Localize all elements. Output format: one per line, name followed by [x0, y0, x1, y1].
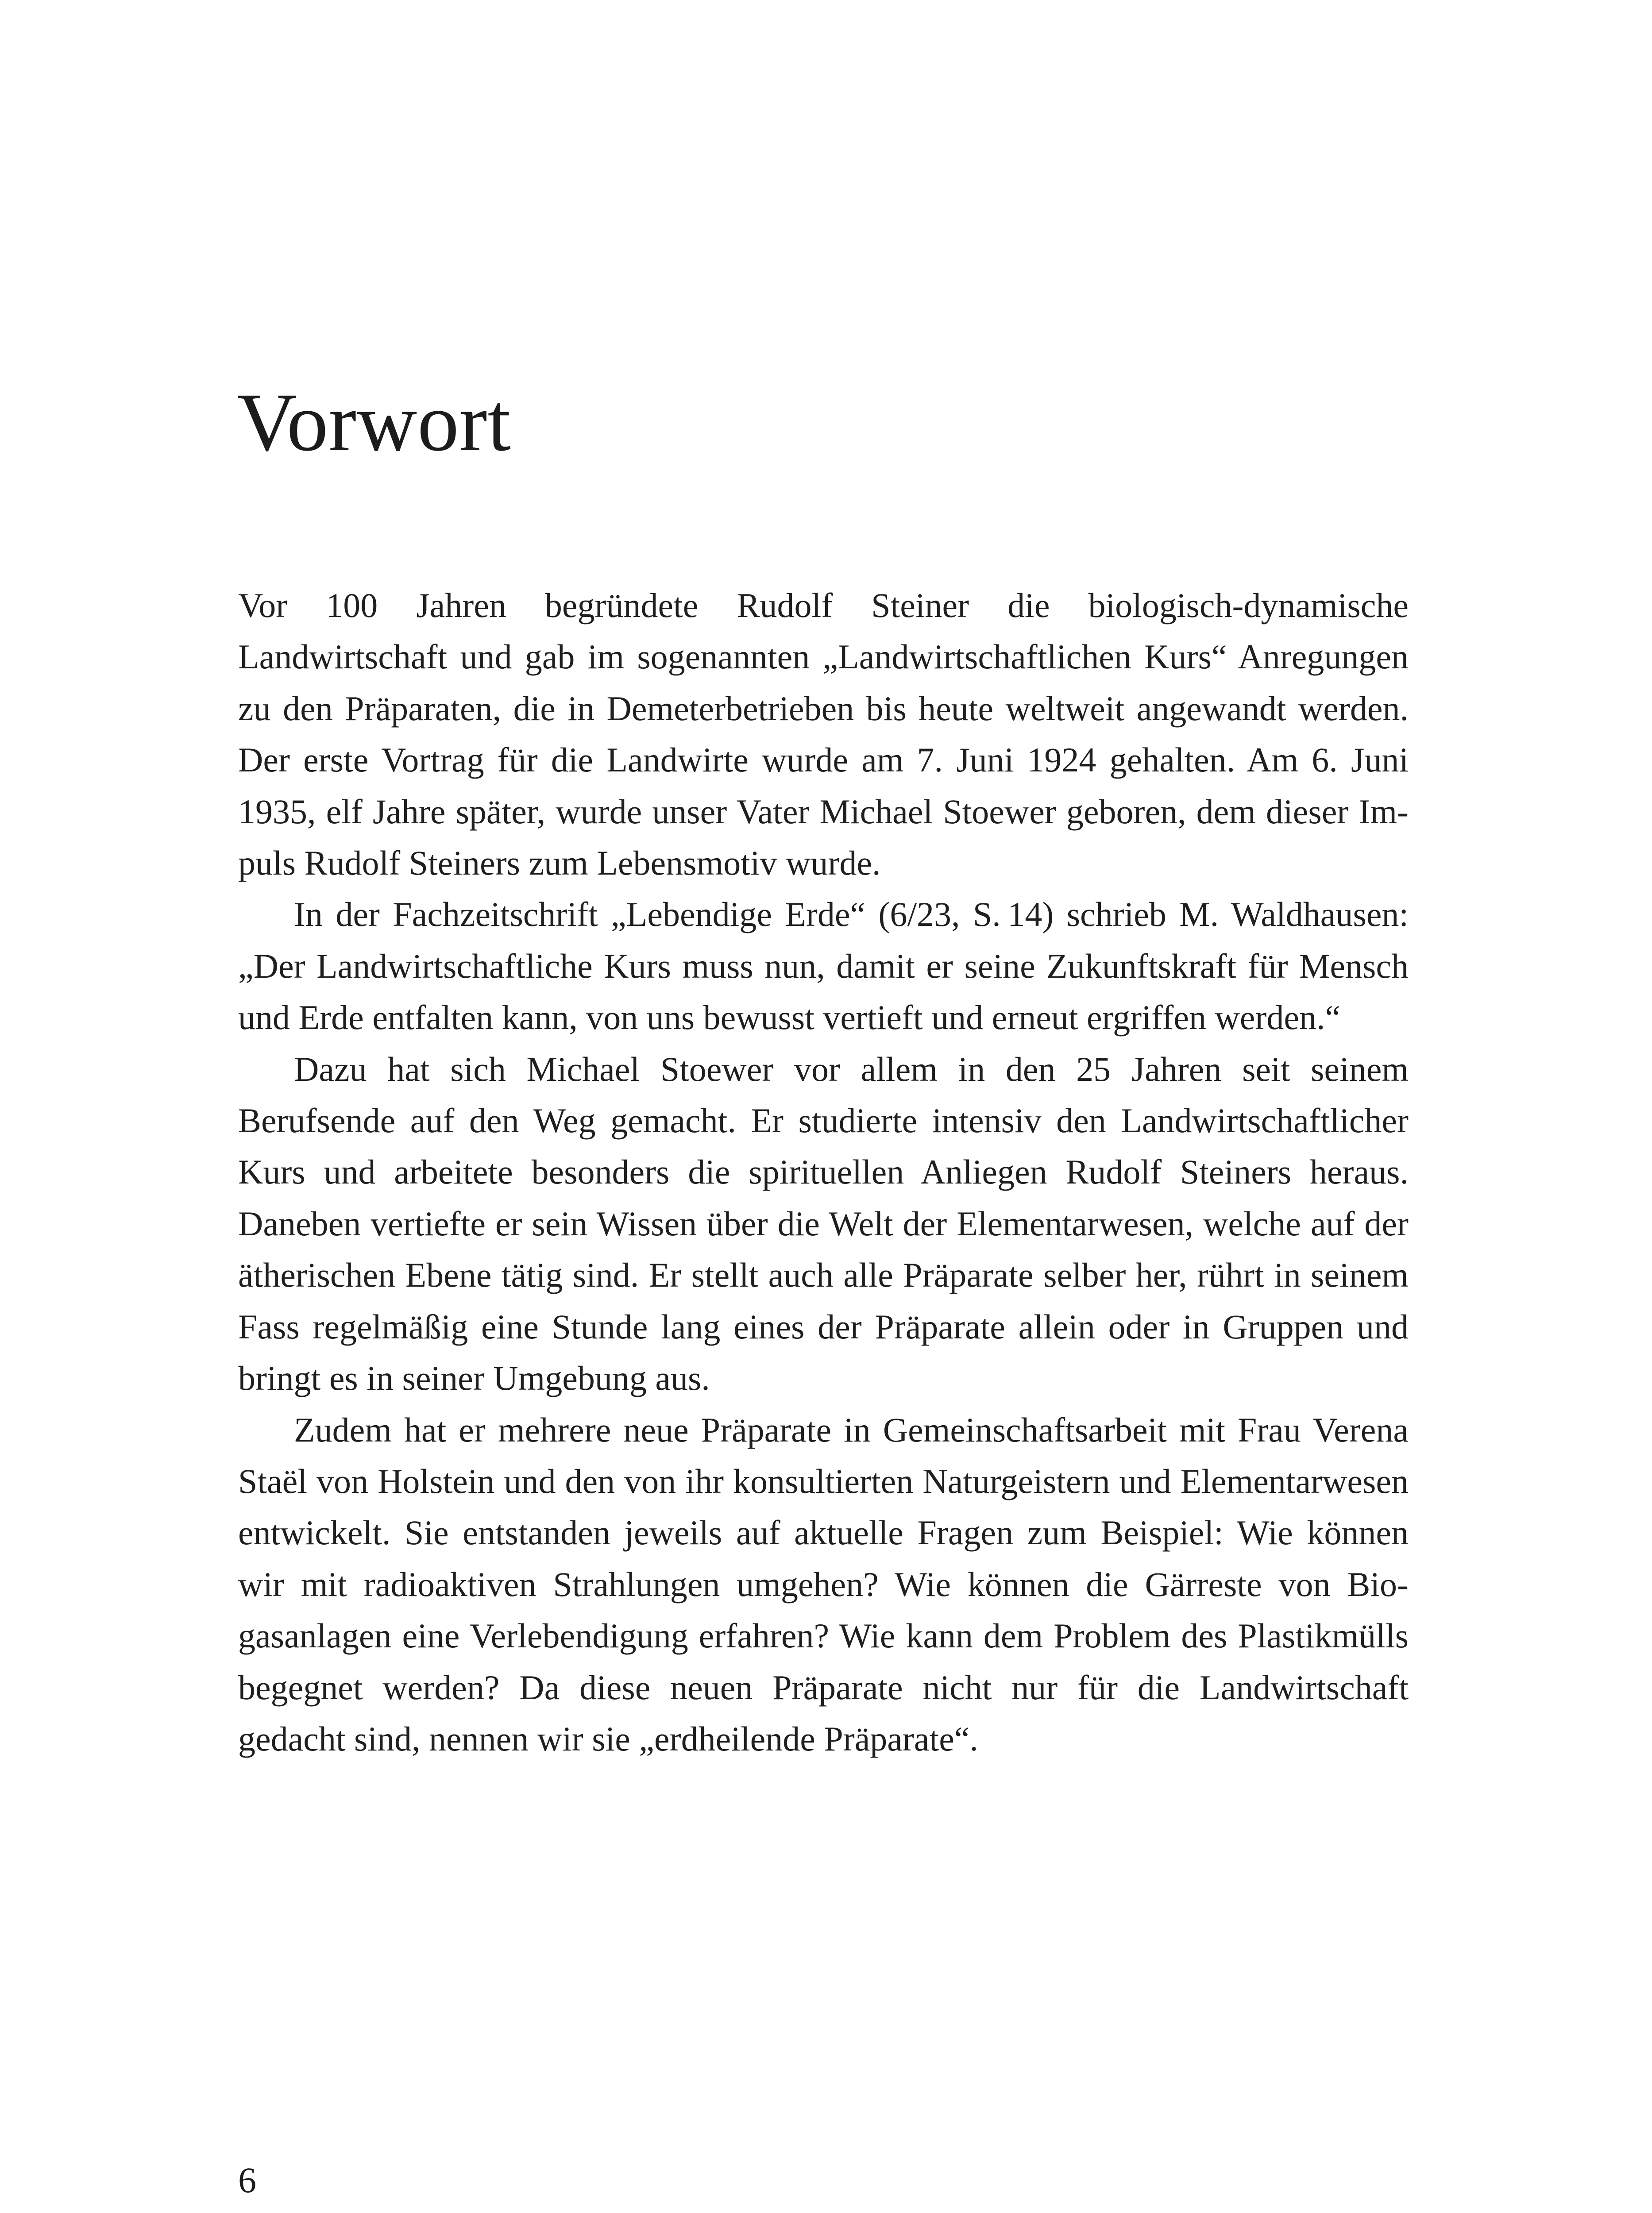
paragraph-4: Zudem hat er mehrere neue Präparate in Gemeinschaftsarbeit mit Frau Verena Staël von Holstein und den von ihr konsultierten Naturgeistern und Elementarwesen entwickelt. Sie entstanden jeweils auf aktuelle Fragen zum Beispiel: Wie können wir mit radioaktiven Strahlungen umgehen? Wie können die Gärreste von Biogasanlagen eine Verlebendigung erfahren? Wie kann dem Problem des Plastikmülls begegnet werden? Da diese neuen Präparate nicht nur für die Landwirtschaft gedacht sind, nennen wir sie „erdheilende Präparate“.	[238, 1410, 1409, 1758]
page-number: 6	[238, 2160, 256, 2200]
chapter-heading: Vorwort	[237, 376, 511, 468]
paragraph-2: In der Fachzeitschrift „Lebendige Erde“ (6/23, S. 14) schrieb M. Waldhausen: „Der Landwirtschaftliche Kurs muss nun, damit er seine Zukunftskraft für Mensch und Erde entfalten kann, von uns bewusst vertieft und erneut ergriffen werden.“	[238, 895, 1409, 1037]
paragraph-1: Vor 100 Jahren begründete Rudolf Steiner die biologisch-dynamische Landwirtschaft und gab im sogenannten „Landwirtschaftlichen Kurs“ Anregungen zu den Präparaten, die in Demeterbetrieben bis heute weltweit angewandt werden. Der erste Vortrag für die Landwirte wurde am 7. Juni 1924 gehalten. Am 6. Juni 1935, elf Jahre später, wurde unser Vater Michael Stoewer geboren, dem dieser Impuls Rudolf Steiners zum Lebensmotiv wurde.	[238, 586, 1409, 883]
body-text	[238, 580, 1409, 1765]
paragraph-3: Dazu hat sich Michael Stoewer vor allem in den 25 Jahren seit seinem Berufsende auf den Weg gemacht. Er studierte intensiv den Landwirtschaftlicher Kurs und arbeitete besonders die spirituellen Anliegen Rudolf Steiners heraus. Daneben vertiefte er sein Wissen über die Welt der Elementarwesen, welche auf der ätherischen Ebene tätig sind. Er stellt auch alle Präparate selber her, rührt in seinem Fass regelmäßig eine Stunde lang eines der Präparate allein oder in Gruppen und bringt es in seiner Umgebung aus.	[238, 1049, 1409, 1398]
